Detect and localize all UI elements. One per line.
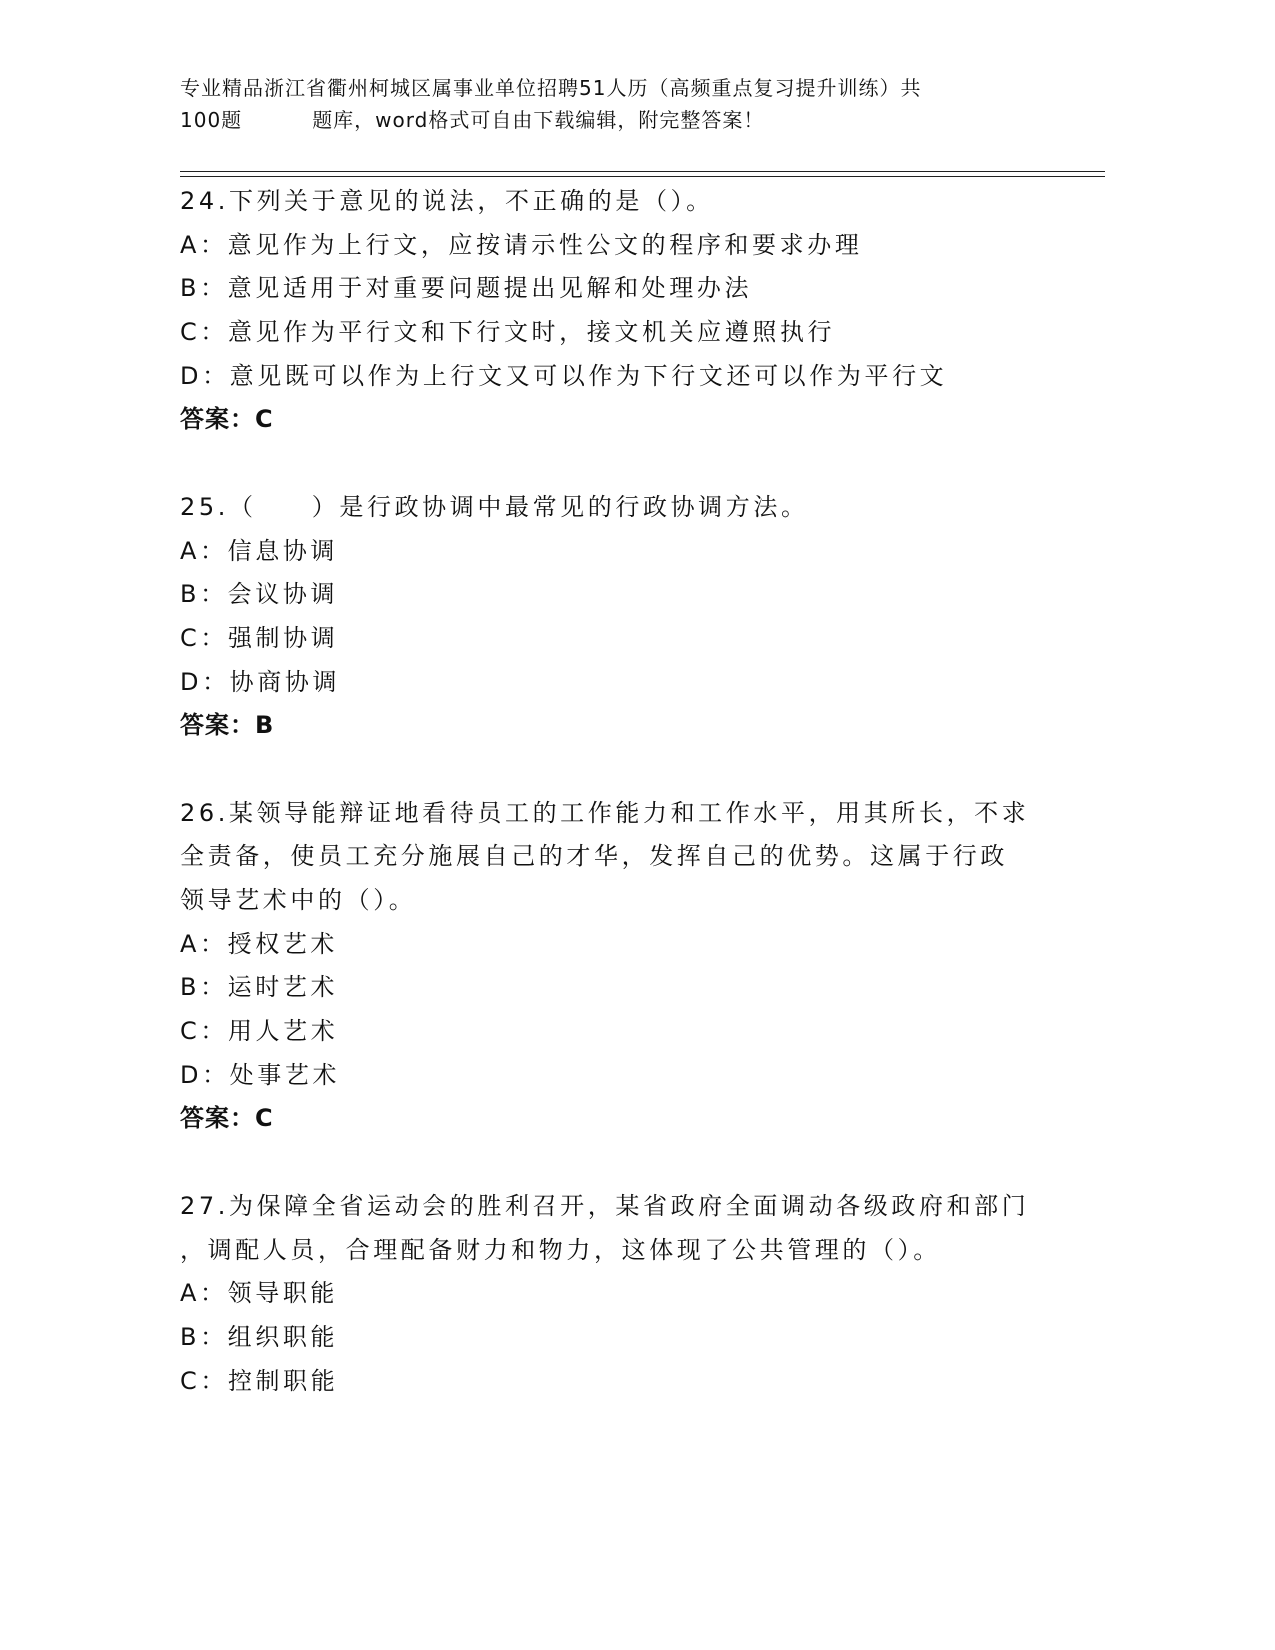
correct-answer: 答案：B (180, 711, 275, 740)
header-line-1: 专业精品浙江省衢州柯城区属事业单位招聘51人历（高频重点复习提升训练）共 (180, 76, 922, 100)
answer-option: D：协商协调 (180, 667, 341, 696)
header-count: 100题 (180, 108, 243, 132)
question-text: ，调配人员，合理配备财力和物力，这体现了公共管理的（）。 (180, 1235, 941, 1264)
answer-option: C：意见作为平行文和下行文时，接文机关应遵照执行 (180, 318, 836, 347)
question-block (180, 486, 1060, 792)
document-header (180, 72, 1060, 136)
question-block (180, 180, 1060, 486)
answer-option: A：意见作为上行文，应按请示性公文的程序和要求办理 (180, 230, 863, 259)
question-block (180, 792, 1060, 1185)
question-text: 26.某领导能辩证地看待员工的工作能力和工作水平，用其所长，不求 (180, 798, 1030, 827)
answer-option: B：组织职能 (180, 1322, 339, 1351)
question-block (180, 1185, 1060, 1403)
correct-answer: 答案：C (180, 405, 274, 434)
answer-option: A：授权艺术 (180, 929, 339, 958)
answer-option: C：控制职能 (180, 1366, 339, 1395)
header-line-2 (180, 104, 1060, 136)
question-text: 全责备，使员工充分施展自己的才华，发挥自己的优势。这属于行政 (180, 842, 1008, 871)
answer-option: D：处事艺术 (180, 1060, 341, 1089)
header-rule-bottom (180, 176, 1105, 177)
question-text: 25.（ ）是行政协调中最常见的行政协调方法。 (180, 492, 809, 521)
question-text: 领导艺术中的（）。 (180, 886, 417, 914)
header-subtitle: 题库，word格式可自由下载编辑，附完整答案！ (312, 108, 765, 132)
answer-option: A：领导职能 (180, 1279, 339, 1308)
question-text: 24.下列关于意见的说法，不正确的是（）。 (180, 187, 714, 215)
header-rule-top (180, 171, 1105, 172)
answer-option: B：意见适用于对重要问题提出见解和处理办法 (180, 274, 753, 303)
correct-answer: 答案：C (180, 1104, 274, 1133)
answer-option: C：强制协调 (180, 623, 339, 652)
question-list (180, 180, 1060, 1403)
answer-option: B：会议协调 (180, 580, 339, 609)
answer-option: A：信息协调 (180, 536, 339, 565)
question-text: 27.为保障全省运动会的胜利召开，某省政府全面调动各级政府和部门 (180, 1191, 1030, 1220)
answer-option: D：意见既可以作为上行文又可以作为下行文还可以作为平行文 (180, 361, 948, 390)
answer-option: C：用人艺术 (180, 1017, 339, 1046)
answer-option: B：运时艺术 (180, 973, 339, 1002)
